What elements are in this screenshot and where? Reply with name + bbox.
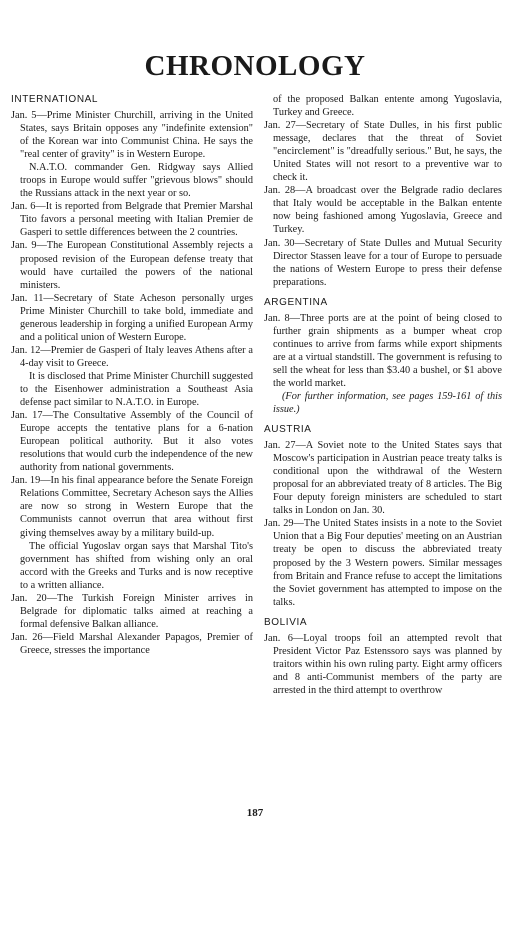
page-title: CHRONOLOGY: [144, 50, 366, 82]
chronology-entry: Jan. 8—Three ports are at the point of being closed to further grain shipments as a bumper wheat crop continues to arrive from farms while export shipments are at a virtual standstill. The government is refusing to sell the wheat for less than $3.40 a bushel, or $1 above the world market.: [264, 312, 502, 389]
chronology-subentry: The official Yugoslav organ says that Marshal Tito's government has shifted from wishing only an oral accord with the Greeks and Turks and is now receptive to a written alliance.: [20, 540, 253, 591]
section-heading-international: INTERNATIONAL: [11, 94, 99, 105]
chronology-entry: Jan. 28—A broadcast over the Belgrade radio declares that Italy would be acceptable in the Balkan entente now being fashioned among Yugoslavia, Greece and Turkey.: [264, 185, 502, 236]
chronology-subentry: It is disclosed that Prime Minister Churchill suggested to the Eisenhower administration a Southeast Asia defense pact similar to N.A.T.O. in Europe.: [20, 370, 253, 409]
page-number: 187: [246, 807, 264, 819]
left-column: [11, 93, 253, 657]
chronology-entry: Jan. 27—A Soviet note to the United States says that Moscow's participation in Austrian peace treaty talks is conditional upon the withdrawal of the Western proposal for an abbreviated treaty of 8 articles. The Big Four deputy foreign ministers are scheduled to start talks in London on Jan. 30.: [264, 440, 502, 517]
chronology-entry: Jan. 9—The European Constitutional Assembly rejects a proposed revision of the European defense treaty that would have curtailed the powers of the national ministers.: [11, 240, 253, 291]
chronology-subentry: N.A.T.O. commander Gen. Ridgway says Allied troops in Europe would suffer "grievous blows" should the Russians attack in the next year or so.: [20, 162, 253, 200]
chronology-entry: Jan. 11—Secretary of State Acheson personally urges Prime Minister Churchill to take bold, immediate and generous leadership in forging a unified European Army and a political union of Western Europe.: [11, 292, 253, 343]
chronology-entry: Jan. 29—The United States insists in a note to the Soviet Union that a Big Four deputies' meeting on an Austrian treaty be open to discuss the abbreviated treaty proposed by the 3 Western powers. Similar messages from Britain and France refuse to accept the limitations the Soviet government has attempted to impose on the talks.: [264, 518, 502, 608]
cross-reference-note: (For further information, see pages 159-161 of this issue.): [273, 390, 502, 416]
right-column: [264, 93, 502, 697]
chronology-entry: Jan. 30—Secretary of State Dulles and Mutual Security Director Stassen leave for a tour of Europe to persuade the nations of Western Europe to press their defense preparations.: [264, 237, 502, 288]
chronology-entry: Jan. 6—Loyal troops foil an attempted revolt that President Victor Paz Estenssoro says was planned by traitors within his own ruling party. Eight army officers and 8 anti-Communist members of the party are arrested in the third attempt to overthrow: [264, 632, 502, 696]
chronology-entry: Jan. 17—The Consultative Assembly of the Council of Europe accepts the tentative plans for a 6-nation European political authority. But it also votes resolutions that would curb the independence of the new authority from national governments.: [11, 410, 253, 474]
chronology-entry: Jan. 20—The Turkish Foreign Minister arrives in Belgrade for diplomatic talks aimed at reaching a formal defensive Balkan alliance.: [11, 592, 253, 630]
chronology-entry: Jan. 5—Prime Minister Churchill, arriving in the United States, says Britain opposes any "indefinite extension" of the Korean war into Communist China. He says the "real center of gravity" is in Western Europe.: [11, 110, 253, 161]
chronology-entry: Jan. 19—In his final appearance before the Senate Foreign Relations Committee, Secretary Acheson says the Allies are now so strong in Western Europe that the Communists cannot overrun that area without first giving themselves away by a military build-up.: [11, 475, 253, 539]
section-heading-bolivia: BOLIVIA: [264, 616, 308, 628]
chronology-entry: Jan. 12—Premier de Gasperi of Italy leaves Athens after a 4-day visit to Greece.: [11, 344, 253, 369]
chronology-entry: Jan. 27—Secretary of State Dulles, in his first public message, declares that the threat of Soviet "encirclement" is "dreadfully serious." But, he says, the United States will not resort to a preventive war to check it.: [264, 120, 502, 184]
chronology-entry-continuation: of the proposed Balkan entente among Yugoslavia, Turkey and Greece.: [273, 94, 502, 119]
section-heading-austria: AUSTRIA: [264, 424, 312, 436]
chronology-entry: Jan. 6—It is reported from Belgrade that Premier Marshal Tito favors a personal meeting with Italian Premier de Gasperi to settle differences between the 2 countries.: [11, 201, 253, 239]
section-heading-argentina: ARGENTINA: [264, 296, 328, 308]
chronology-entry: Jan. 26—Field Marshal Alexander Papagos, Premier of Greece, stresses the importance: [11, 631, 253, 656]
